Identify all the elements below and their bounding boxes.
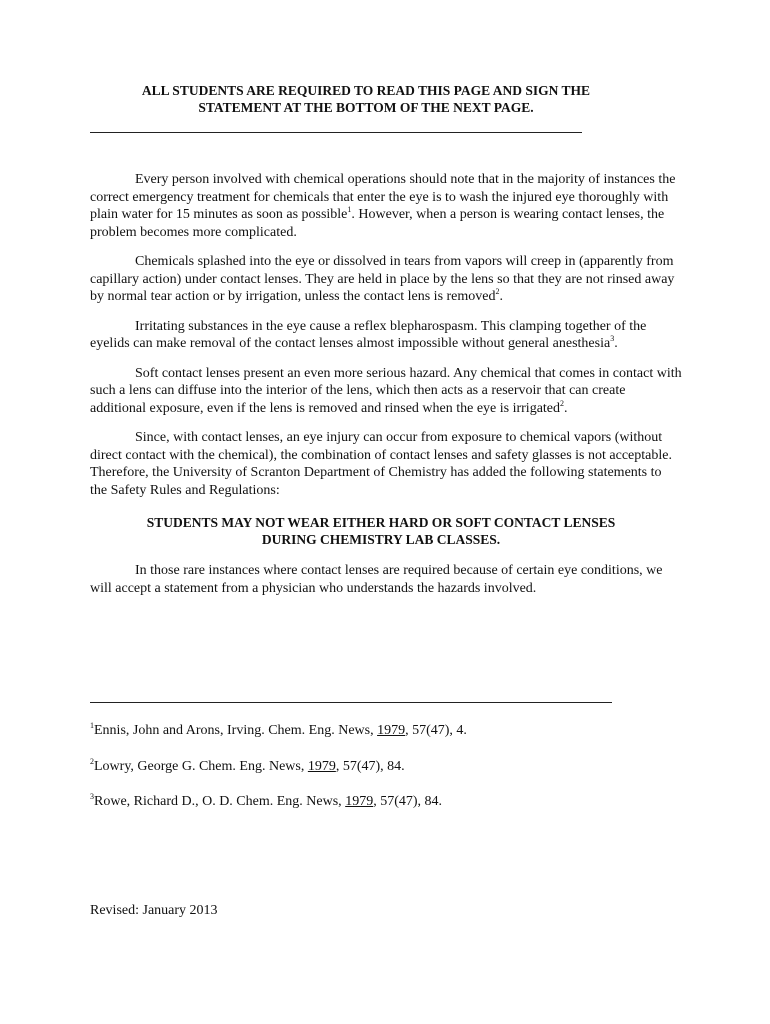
paragraph-soft-lenses [90, 365, 682, 418]
paragraph-policy: Since, with contact lenses, an eye injury can occur from exposure to chemical vapors (without direct contact with the chemical), the combination of contact lenses and safety glasses is not acceptable. Therefore, the University of Scranton Department of Chemistry has added the following statements to the Safety Rules and Regulations: [90, 430, 672, 498]
paragraph-text: Every person involved with chemical operations should note that in the majority of instances the correct emergency treatment for chemicals that enter the eye is to wash the injured eye thoroughly with plain water for 15 minutes as soon as possible [90, 172, 676, 222]
paragraph-text: . [614, 336, 618, 351]
footnote-3 [90, 793, 682, 811]
warning-line-1: STUDENTS MAY NOT WEAR EITHER HARD OR SOFT CONTACT LENSES [146, 515, 616, 530]
footnote-number: 1 [90, 721, 94, 730]
footnote-text: Rowe, Richard D., O. D. Chem. Eng. News, [94, 794, 346, 809]
footnote-2 [90, 758, 682, 776]
page-title [90, 82, 682, 116]
paragraph-text: Soft contact lenses present an even more serious hazard. Any chemical that comes in contact with such a lens can diffuse into the interior of the lens, which then acts as a reservoir that can create additional exposure, even if the lens is removed and rinsed when the eye is irrigated [90, 365, 682, 416]
paragraph-text: . [499, 289, 503, 304]
footnote-ref: 2 [495, 287, 500, 296]
paragraph-physician-exception: In those rare instances where contact lenses are required because of certain eye conditions, we will accept a statement from a physician who understands the hazards involved. [90, 563, 663, 596]
footnote-year: 1979 [345, 794, 374, 809]
paragraph-chemical-splash [90, 253, 682, 306]
title-line-2: STATEMENT AT THE BOTTOM OF THE NEXT PAGE. [198, 100, 534, 115]
footnote-text: , 57(47), 4. [405, 723, 467, 738]
footnote-number: 3 [90, 792, 94, 801]
footnote-ref: 1 [347, 205, 352, 214]
footnote-text: Lowry, George G. Chem. Eng. News, [94, 758, 308, 774]
contact-lens-warning [90, 514, 682, 548]
title-divider [90, 132, 582, 133]
warning-line-2: DURING CHEMISTRY LAB CLASSES. [261, 532, 501, 547]
paragraph-text: Irritating substances in the eye cause a reflex blepharospasm. This clamping together of the eyelids can make removal of the contact lenses almost impossible without general anesthesia [90, 318, 647, 351]
footnote-1 [90, 722, 682, 740]
footnote-text: , 57(47), 84. [335, 758, 405, 774]
paragraph-blepharospasm [90, 318, 682, 353]
paragraph-text: . However, when a person is wearing contact lenses, the problem becomes more complicated. [90, 207, 665, 240]
paragraph-eye-wash [90, 171, 682, 241]
footnote-ref: 3 [610, 334, 615, 343]
paragraph-text: . [564, 400, 568, 416]
footnotes [90, 722, 682, 829]
revision-date: Revised: January 2013 [90, 903, 218, 918]
footnote-text: , 57(47), 84. [373, 794, 443, 809]
footnote-year: 1979 [307, 758, 336, 774]
footnote-divider [90, 702, 612, 703]
body-text [90, 171, 682, 609]
footnote-text: Ennis, John and Arons, Irving. Chem. Eng. News, [94, 723, 378, 738]
footnote-number: 2 [90, 756, 94, 766]
footnote-ref: 2 [560, 398, 565, 408]
footnote-year: 1979 [377, 723, 406, 738]
title-line-1: ALL STUDENTS ARE REQUIRED TO READ THIS PAGE AND SIGN THE [141, 83, 591, 98]
paragraph-text: Chemicals splashed into the eye or dissolved in tears from vapors will creep in (apparently from capillary action) under contact lenses. They are held in place by the lens so that they are not rinsed away by normal tear action or by irrigation, unless the contact lens is removed [90, 254, 675, 304]
